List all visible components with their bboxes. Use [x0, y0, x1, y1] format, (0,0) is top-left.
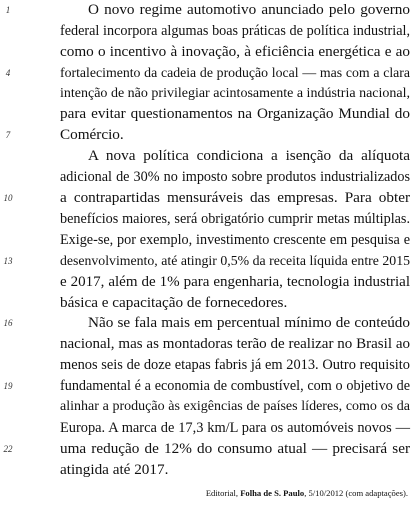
- line-number: 4: [5, 68, 11, 78]
- text-line: nacional, mas as montadoras terão de realizar no Brasil ao: [60, 336, 410, 352]
- line-number: 13: [3, 256, 13, 266]
- text-line: como o incentivo à inovação, à eficiência energética e ao: [60, 43, 410, 60]
- text-line: Europa. A marca de 17,3 km/L para os automóveis novos —: [60, 420, 410, 436]
- text-line: atingida até 2017.: [60, 461, 169, 478]
- text-line: intenção de não privilegiar acintosamente a indústria nacional,: [60, 86, 410, 101]
- source-publication: Folha de S. Paulo: [240, 488, 305, 498]
- line-number: 1: [5, 5, 11, 15]
- line-number: 22: [3, 444, 13, 454]
- text-line: menos seis de doze etapas fabris já em 2013. Outro requisito: [60, 357, 410, 373]
- line-number: 10: [3, 193, 13, 203]
- line-number: 7: [5, 130, 11, 140]
- text-line: uma redução de 12% do consumo atual — precisará ser: [60, 440, 410, 457]
- text-line: para evitar questionamentos na Organização Mundial do: [60, 105, 410, 122]
- text-line: fundamental é a economia de combustível, com o objetivo de: [60, 378, 410, 394]
- text-line: benefícios maiores, será obrigatório cumprir metas múltiplas.: [60, 211, 410, 227]
- text-line: a contrapartidas mensuráveis das empresas. Para obter: [60, 189, 410, 206]
- line-number: 19: [3, 381, 13, 391]
- text-line: O novo regime automotivo anunciado pelo governo: [88, 1, 410, 18]
- text-line: A nova política condiciona a isenção da alíquota: [88, 147, 410, 164]
- text-line: alinhar a produção às exigências de países líderes, como os da: [60, 399, 410, 414]
- text-line: e 2017, além de 1% para engenharia, tecnologia industrial: [60, 274, 410, 290]
- text-line: Exige-se, por exemplo, investimento crescente em pesquisa e: [60, 232, 410, 248]
- line-number: 16: [3, 318, 13, 328]
- text-line: Não se fala mais em percentual mínimo de conteúdo: [88, 314, 410, 331]
- text-line: básica e capacitação de fornecedores.: [60, 294, 288, 311]
- text-line: fortalecimento da cadeia de produção local — mas com a clara: [60, 65, 410, 80]
- source-suffix: , 5/10/2012 (com adaptações).: [304, 488, 408, 498]
- source-citation: [206, 487, 408, 499]
- text-line: adicional de 30% no imposto sobre produtos industrializados: [60, 169, 410, 185]
- source-prefix: Editorial,: [205, 488, 241, 498]
- text-line: federal incorpora algumas boas práticas de política industrial,: [60, 23, 410, 39]
- text-line: Comércio.: [60, 126, 124, 143]
- text-line: desenvolvimento, até atingir 0,5% da receita líquida entre 2015: [60, 253, 410, 268]
